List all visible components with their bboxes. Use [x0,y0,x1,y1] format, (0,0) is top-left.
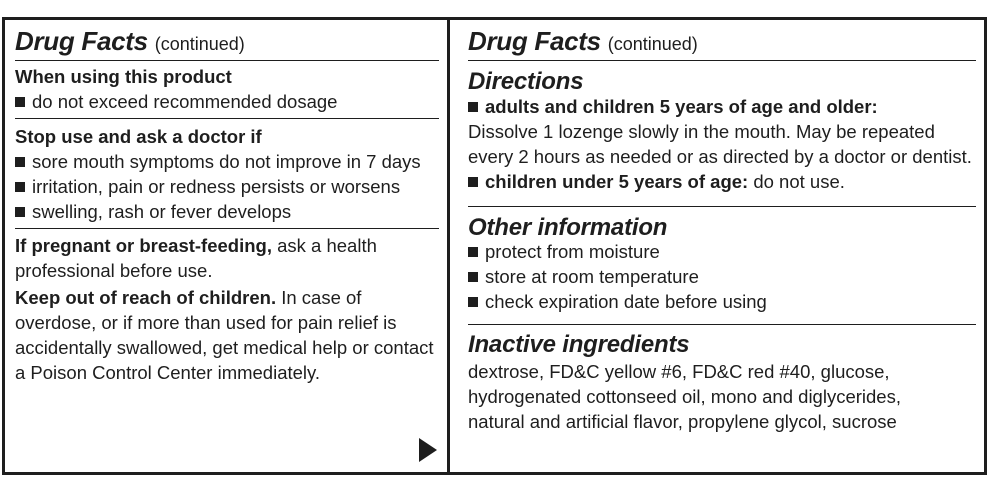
inactive-line-3: natural and artificial flavor, propylene glycol, sucrose [468,411,897,432]
stop-use-heading: Stop use and ask a doctor if [15,126,262,147]
left-title-suffix: (continued) [154,34,245,54]
list-item: store at room temperature [468,266,699,288]
list-item: do not exceed recommended dosage [15,91,337,113]
divider [468,324,976,325]
divider [15,118,439,119]
left-title [15,26,245,57]
keep-out-line-1: Keep out of reach of children. In case of [15,287,362,308]
list-item: check expiration date before using [468,291,767,313]
drug-facts-right-panel [447,17,987,475]
other-information-heading: Other information [468,214,668,241]
bullet-square-icon [15,207,25,217]
bullet-square-icon [468,297,478,307]
keep-out-line-4: a Poison Control Center immediately. [15,362,321,383]
directions-adults: adults and children 5 years of age and older: [468,96,878,118]
right-title-main: Drug Facts [468,26,601,56]
bullet-square-icon [15,97,25,107]
list-item: swelling, rash or fever develops [15,201,291,223]
directions-adults-line-2: every 2 hours as needed or as directed by a doctor or dentist. [468,146,972,167]
continue-arrow-icon [419,438,437,462]
directions-children: children under 5 years of age: do not use. [468,171,845,193]
bullet-square-icon [15,157,25,167]
divider [468,206,976,207]
pregnant-line-2: professional before use. [15,260,213,281]
right-title-suffix: (continued) [607,34,698,54]
list-item: protect from moisture [468,241,660,263]
bullet-square-icon [468,102,478,112]
inactive-ingredients-heading: Inactive ingredients [468,331,690,358]
bullet-square-icon [15,182,25,192]
left-title-main: Drug Facts [15,26,148,56]
inactive-line-2: hydrogenated cottonseed oil, mono and diglycerides, [468,386,901,407]
bullet-square-icon [468,272,478,282]
keep-out-line-3: accidentally swallowed, get medical help or contact [15,337,434,358]
list-item: sore mouth symptoms do not improve in 7 days [15,151,421,173]
when-using-heading: When using this product [15,66,232,87]
right-title [468,26,698,57]
drug-facts-left-panel [2,17,450,475]
inactive-line-1: dextrose, FD&C yellow #6, FD&C red #40, glucose, [468,361,890,382]
keep-out-line-2: overdose, or if more than used for pain relief is [15,312,397,333]
directions-heading: Directions [468,68,584,95]
divider [15,60,439,61]
directions-adults-line-1: Dissolve 1 lozenge slowly in the mouth. May be repeated [468,121,935,142]
divider [468,60,976,61]
divider [15,228,439,229]
list-item: irritation, pain or redness persists or worsens [15,176,400,198]
pregnant-line-1: If pregnant or breast-feeding, ask a health [15,235,377,256]
bullet-square-icon [468,177,478,187]
bullet-square-icon [468,247,478,257]
